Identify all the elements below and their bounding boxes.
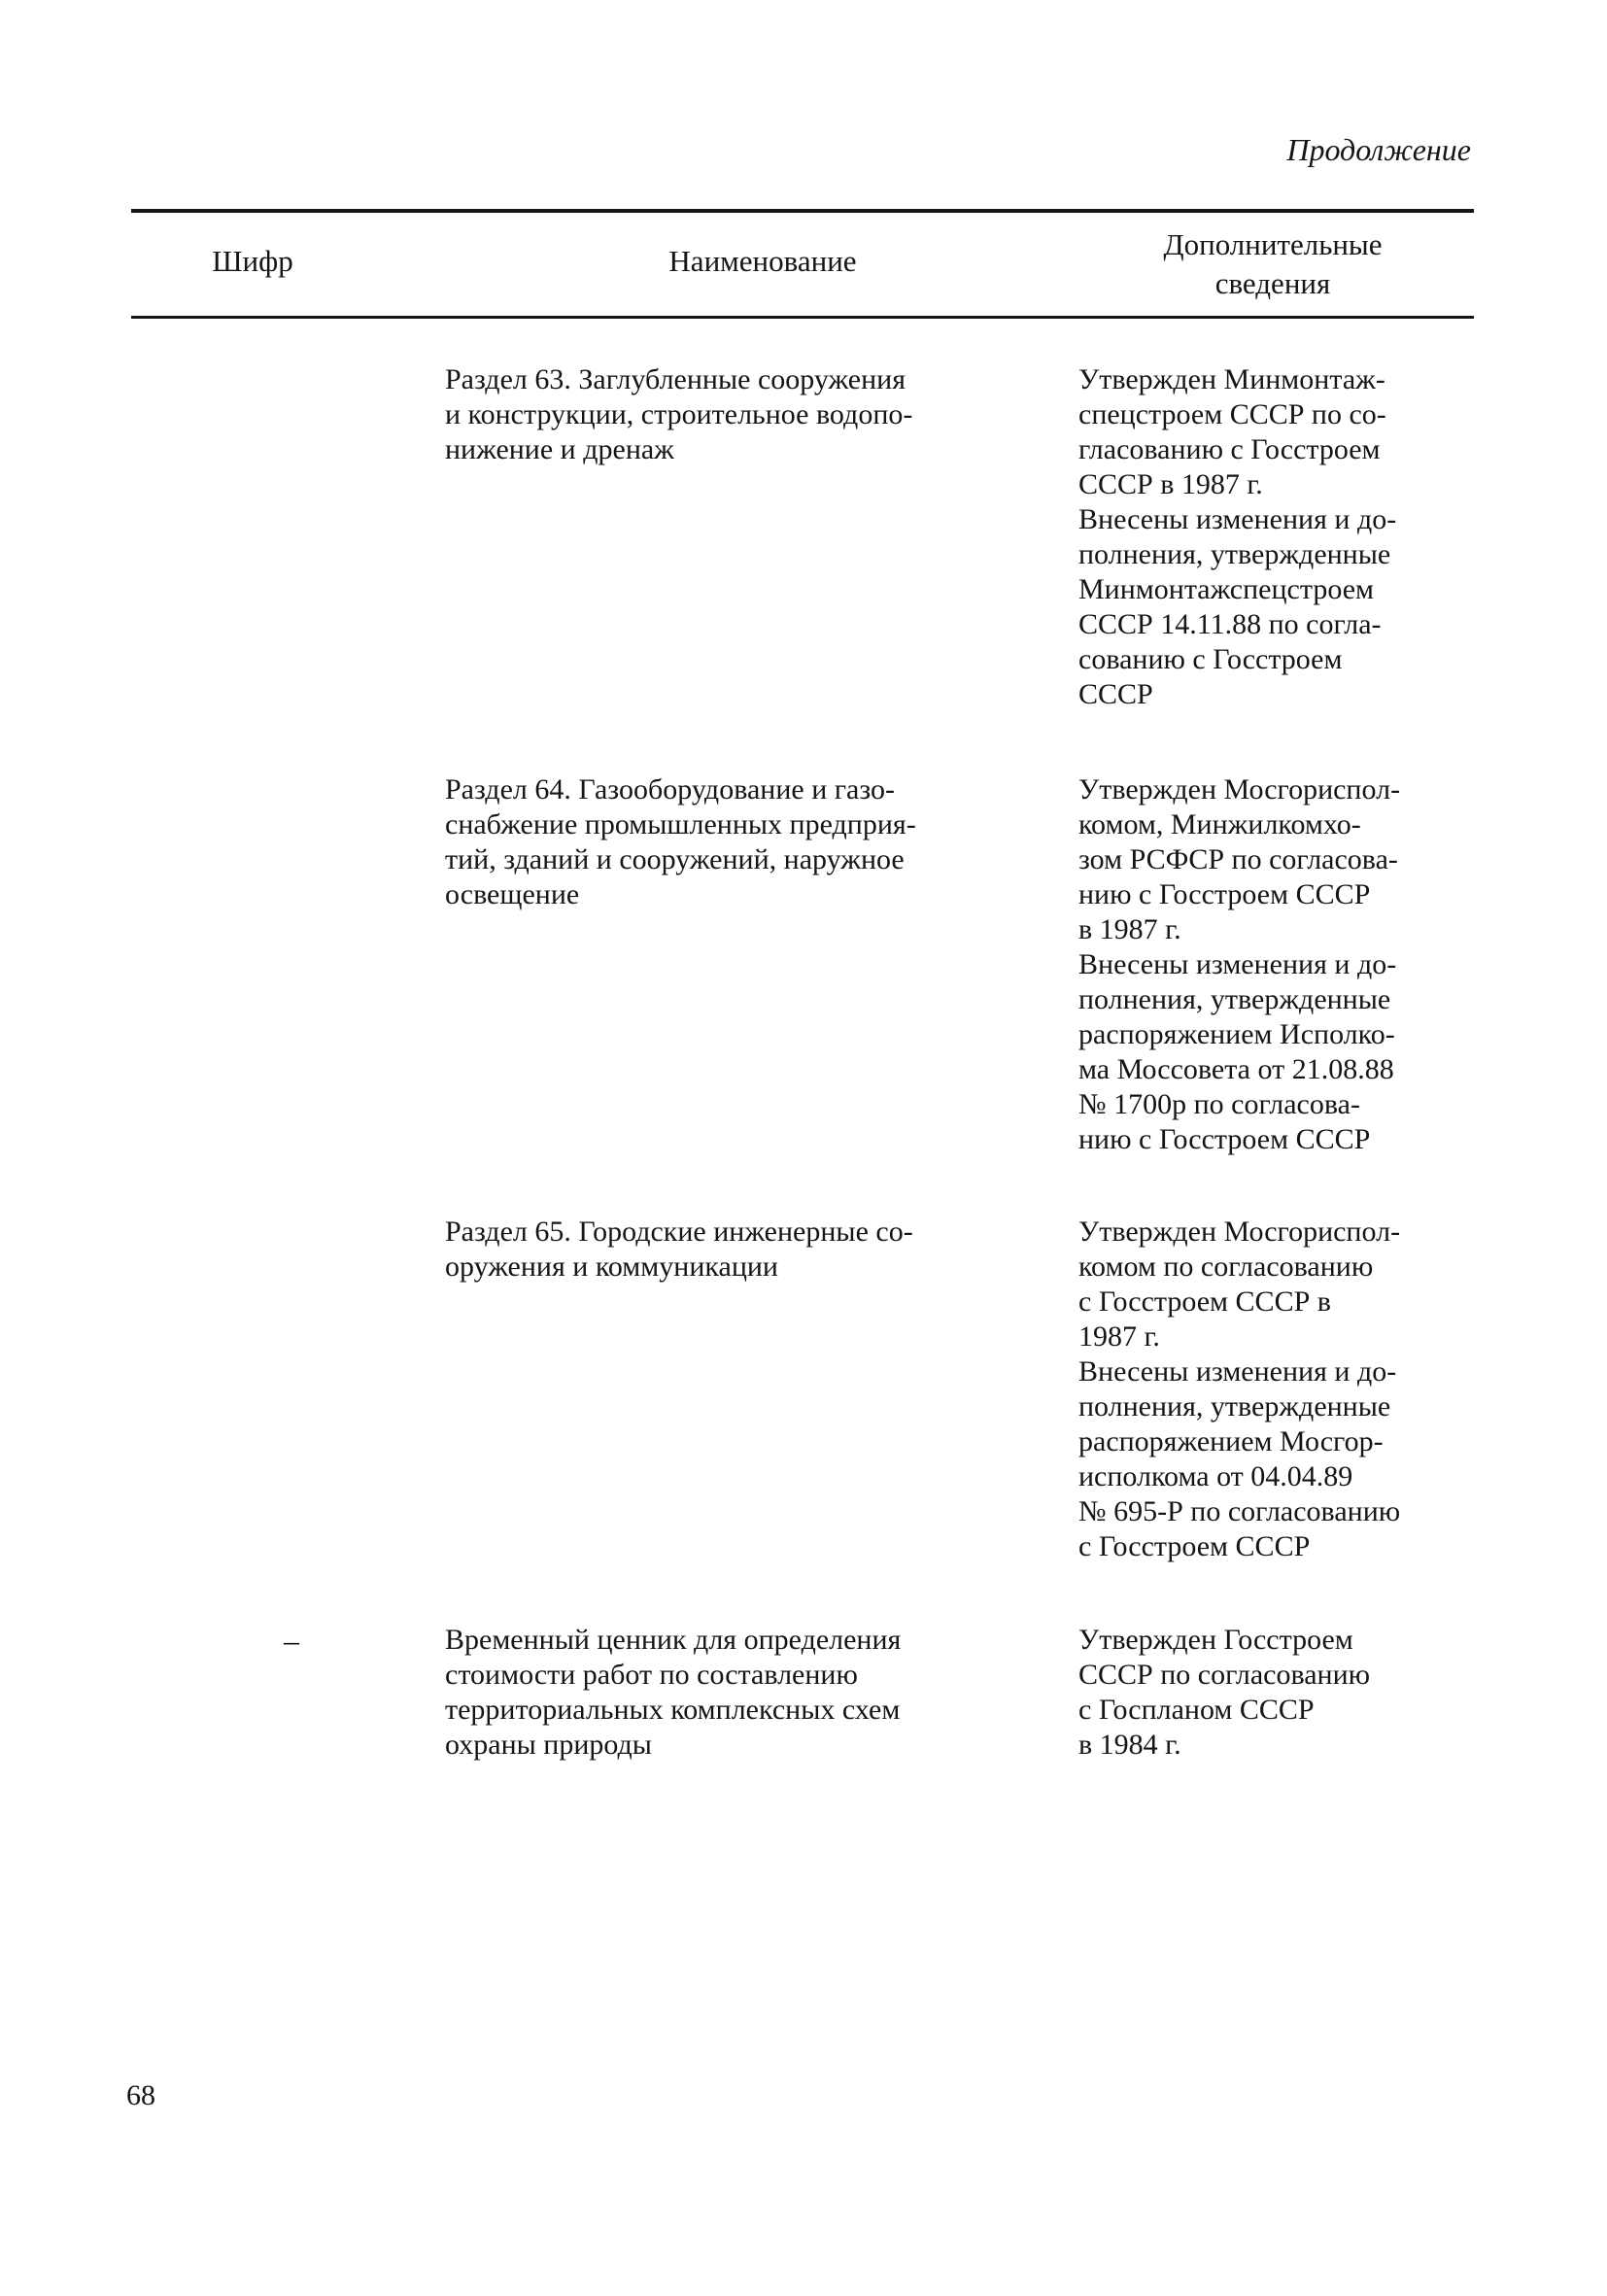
row-name: Временный ценник для определения стоимости работ по составлению территориальных комплексных схем охраны природы — [445, 1624, 902, 1761]
row-info: Утвержден Минмонтаж- спецстроем СССР по со- гласованию с Госстроем СССР в 1987 г. Внесены изменения и до- полнения, утвержденные Минмонтажспецстроем СССР 14.11.88 по согла- сованию с Госстроем СССР — [1078, 363, 1397, 710]
page-number: 68 — [126, 2079, 155, 2111]
row-code: – — [284, 1623, 299, 1658]
column-header-code: Шифр — [212, 244, 293, 278]
column-header-info: Дополнительные сведения — [1163, 227, 1383, 300]
row-info: Утвержден Мосгориспол- комом по согласованию с Госстроем СССР в 1987 г. Внесены изменения и до- полнения, утвержденные распоряжением Мосгор- исполкома от 04.04.89 № 695-Р по согласованию с Госстроем СССР — [1078, 1216, 1401, 1562]
row-name: Раздел 65. Городские инженерные со- оружения и коммуникации — [445, 1216, 913, 1283]
column-header-name: Наименование — [668, 244, 857, 278]
row-info: Утвержден Госстроем СССР по согласованию с Госпланом СССР в 1984 г. — [1078, 1624, 1371, 1761]
row-info: Утвержден Мосгориспол- комом, Минжилкомхо- зом РСФСР по согласова- нию с Госстроем СССР в 1987 г. Внесены изменения и до- полнения, утвержденные распоряжением Исполко- ма Моссовета от 21.08.88 № 1700р по согласова- нию с Госстроем СССР — [1078, 773, 1401, 1155]
table-header-rule — [131, 316, 1474, 319]
continuation-label: Продолжение — [1286, 132, 1471, 167]
row-name: Раздел 63. Заглубленные сооружения и конструкции, строительное водопо- нижение и дренаж — [445, 363, 913, 465]
table-top-rule — [131, 209, 1474, 213]
row-name: Раздел 64. Газооборудование и газо- снабжение промышленных предприя- тий, зданий и сооружений, наружное освещение — [445, 773, 916, 910]
